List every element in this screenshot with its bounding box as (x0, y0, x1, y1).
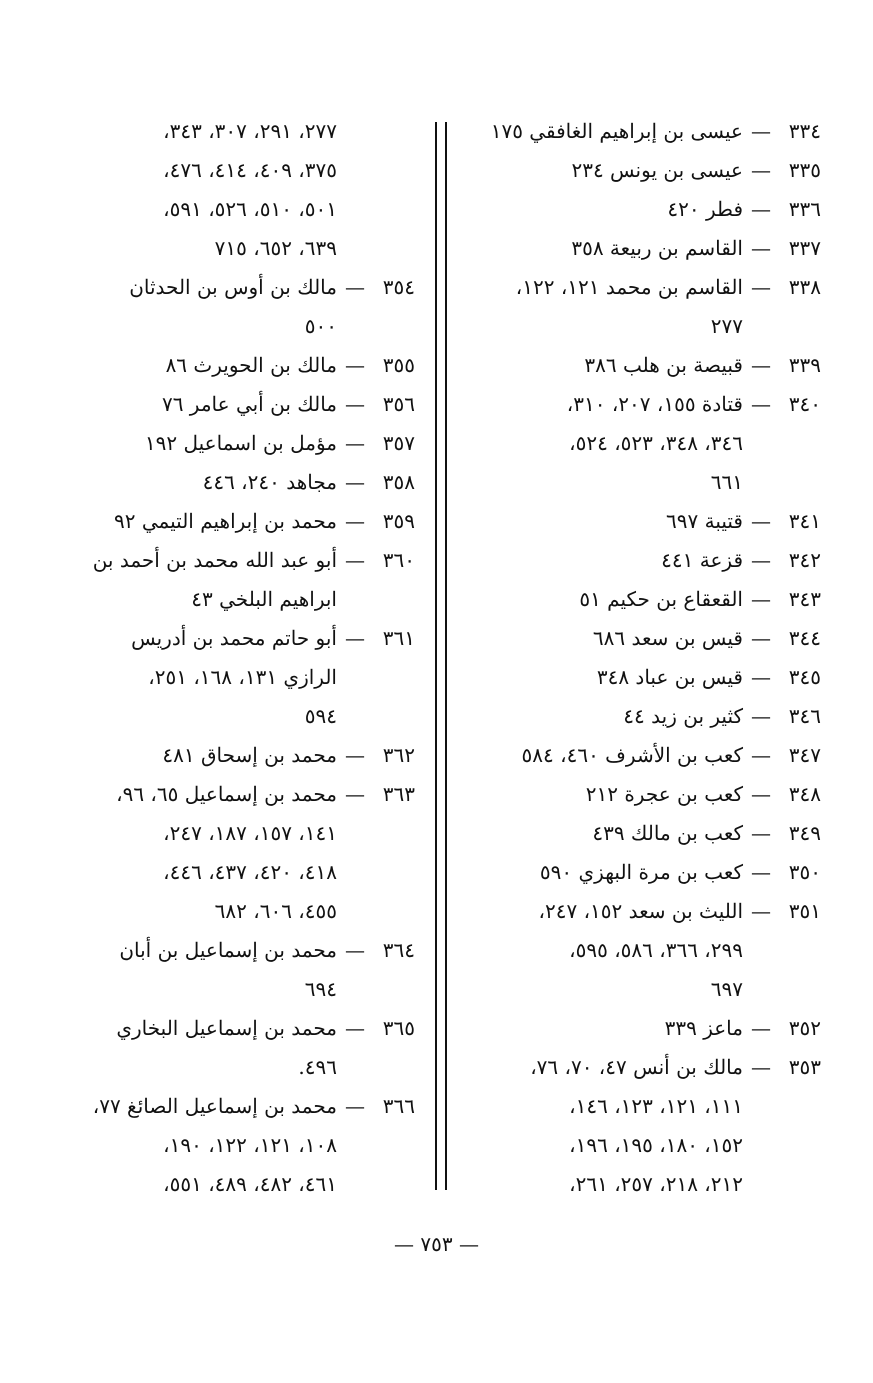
entry-text: ٤٦١، ٤٨٢، ٤٨٩، ٥٥١، (163, 1172, 337, 1196)
entry-dash: — (751, 236, 771, 260)
entry-dash: — (751, 353, 771, 377)
entry-dash: — (345, 938, 365, 962)
entry-number: ٣٤٦ (788, 704, 821, 728)
entry-text: ٤١٨، ٤٢٠، ٤٣٧، ٤٤٦، (163, 860, 337, 884)
index-entry (461, 346, 821, 385)
entry-dash: — (751, 1016, 771, 1040)
entry-number: ٣٤٤ (788, 626, 821, 650)
entry-number: ٣٥٢ (788, 1016, 821, 1040)
entry-number: ٣٦٢ (382, 743, 415, 767)
entry-text: كعب بن الأشرف ٤٦٠، ٥٨٤ (521, 743, 743, 767)
entry-number: ٣٥٥ (382, 353, 415, 377)
index-entry-continuation (461, 970, 821, 1009)
entry-text: ١٤١، ١٥٧، ١٨٧، ٢٤٧، (163, 821, 337, 845)
entry-number: ٣٤٨ (788, 782, 821, 806)
entry-text: قزعة ٤٤١ (661, 548, 743, 572)
entry-number: ٣٣٤ (788, 119, 821, 143)
entry-dash: — (345, 431, 365, 455)
entry-number: ٣٥٣ (788, 1055, 821, 1079)
index-entry (461, 1048, 821, 1087)
index-entry (461, 580, 821, 619)
entry-dash: — (345, 1016, 365, 1040)
index-entry-continuation (15, 658, 415, 697)
entry-dash: — (751, 392, 771, 416)
index-entry (15, 268, 415, 307)
entry-text: الليث بن سعد ١٥٢، ٢٤٧، (538, 899, 743, 923)
entry-number: ٣٤٠ (788, 392, 821, 416)
entry-dash: — (751, 704, 771, 728)
index-entry (461, 151, 821, 190)
index-entry (461, 268, 821, 307)
entry-text: القاسم بن ربيعة ٣٥٨ (571, 236, 743, 260)
index-entry (461, 814, 821, 853)
entry-number: ٣٦٠ (382, 548, 415, 572)
entry-text: ٢٧٧، ٢٩١، ٣٠٧، ٣٤٣، (163, 119, 337, 143)
entry-dash: — (751, 665, 771, 689)
index-entry-continuation (15, 190, 415, 229)
entry-dash: — (751, 275, 771, 299)
entry-text: عيسى بن يونس ٢٣٤ (571, 158, 743, 182)
entry-text: ٦٩٧ (710, 977, 743, 1001)
index-entry (461, 853, 821, 892)
entry-dash: — (345, 548, 365, 572)
entry-text: ٤٩٦. (298, 1055, 337, 1079)
entry-text: مالك بن الحويرث ٨٦ (165, 353, 337, 377)
entry-text: مالك بن أبي عامر ٧٦ (161, 392, 337, 416)
entry-text: ماعز ٣٣٩ (664, 1016, 743, 1040)
entry-text: ٦٩٤ (304, 977, 337, 1001)
entry-dash: — (345, 509, 365, 533)
index-entry (15, 463, 415, 502)
index-entry-continuation (15, 697, 415, 736)
index-entry (461, 541, 821, 580)
index-entry-continuation (15, 151, 415, 190)
entry-text: قيس بن عباد ٣٤٨ (596, 665, 743, 689)
index-entry (461, 658, 821, 697)
index-entry-continuation (15, 229, 415, 268)
entry-text: ٥٠١، ٥١٠، ٥٢٦، ٥٩١، (163, 197, 337, 221)
index-entry-continuation (461, 424, 821, 463)
index-entry (461, 229, 821, 268)
index-entry (15, 346, 415, 385)
entry-dash: — (345, 743, 365, 767)
entry-dash: — (345, 1094, 365, 1118)
index-entry (15, 1009, 415, 1048)
entry-number: ٣٤٥ (788, 665, 821, 689)
entry-text: مالك بن أنس ٤٧، ٧٠، ٧٦، (530, 1055, 743, 1079)
entry-number: ٣٣٨ (788, 275, 821, 299)
entry-dash: — (751, 1055, 771, 1079)
entry-text: ٢٧٧ (710, 314, 743, 338)
entry-number: ٣٥٨ (382, 470, 415, 494)
index-entry-continuation (15, 307, 415, 346)
entry-text: ٣٧٥، ٤٠٩، ٤١٤، ٤٧٦، (163, 158, 337, 182)
index-entry (461, 385, 821, 424)
entry-text: القعقاع بن حكيم ٥١ (579, 587, 743, 611)
index-entry-continuation (461, 1126, 821, 1165)
index-entry (15, 736, 415, 775)
index-entry (461, 892, 821, 931)
index-column-left (15, 112, 415, 1204)
entry-dash: — (751, 782, 771, 806)
entry-number: ٣٤٣ (788, 587, 821, 611)
index-entry (461, 775, 821, 814)
index-entry-continuation (15, 580, 415, 619)
index-entry (15, 541, 415, 580)
entry-text: عيسى بن إبراهيم الغافقي ١٧٥ (490, 119, 743, 143)
index-entry-continuation (15, 814, 415, 853)
entry-text: محمد بن إسحاق ٤٨١ (162, 743, 337, 767)
entry-text: ٢١٢، ٢١٨، ٢٥٧، ٢٦١، (569, 1172, 743, 1196)
entry-number: ٣٥٠ (788, 860, 821, 884)
entry-number: ٣٤١ (788, 509, 821, 533)
entry-text: كعب بن مالك ٤٣٩ (592, 821, 743, 845)
index-entry (15, 502, 415, 541)
index-entry-continuation (15, 1165, 415, 1204)
index-column-right (461, 112, 821, 1204)
index-entry-continuation (461, 1165, 821, 1204)
index-entry (461, 502, 821, 541)
index-entry (15, 424, 415, 463)
entry-dash: — (751, 548, 771, 572)
entry-text: ٥٠٠ (304, 314, 337, 338)
index-entry-continuation (461, 1087, 821, 1126)
entry-text: ٣٤٦، ٣٤٨، ٥٢٣، ٥٢٤، (569, 431, 743, 455)
entry-text: ٦٦١ (710, 470, 743, 494)
entry-text: ١٠٨، ١٢١، ١٢٢، ١٩٠، (163, 1133, 337, 1157)
index-entry-continuation (461, 931, 821, 970)
entry-dash: — (751, 509, 771, 533)
entry-text: محمد بن إسماعيل الصائغ ٧٧، (92, 1094, 337, 1118)
entry-dash: — (751, 587, 771, 611)
entry-number: ٣٦٦ (382, 1094, 415, 1118)
entry-text: ٢٩٩، ٣٦٦، ٥٨٦، ٥٩٥، (569, 938, 743, 962)
index-entry-continuation (15, 1048, 415, 1087)
entry-dash: — (751, 119, 771, 143)
entry-text: قتادة ١٥٥، ٢٠٧، ٣١٠، (566, 392, 743, 416)
entry-number: ٣٥٩ (382, 509, 415, 533)
entry-dash: — (751, 743, 771, 767)
entry-dash: — (751, 626, 771, 650)
index-entry (461, 112, 821, 151)
entry-text: ٤٥٥، ٦٠٦، ٦٨٢ (214, 899, 337, 923)
index-entry-continuation (15, 112, 415, 151)
entry-text: الرازي ١٣١، ١٦٨، ٢٥١، (148, 665, 337, 689)
entry-number: ٣٦٤ (382, 938, 415, 962)
entry-number: ٣٦٣ (382, 782, 415, 806)
index-entry (461, 619, 821, 658)
entry-text: قتيبة ٦٩٧ (666, 509, 743, 533)
entry-text: كعب بن مرة البهزي ٥٩٠ (539, 860, 743, 884)
entry-text: فطر ٤٢٠ (667, 197, 743, 221)
entry-number: ٣٣٩ (788, 353, 821, 377)
entry-number: ٣٤٩ (788, 821, 821, 845)
entry-dash: — (345, 626, 365, 650)
entry-dash: — (345, 353, 365, 377)
entry-text: ١١١، ١٢١، ١٢٣، ١٤٦، (569, 1094, 743, 1118)
entry-number: ٣٣٦ (788, 197, 821, 221)
entry-number: ٣٦٥ (382, 1016, 415, 1040)
entry-text: ٥٩٤ (304, 704, 337, 728)
index-entry-continuation (15, 892, 415, 931)
entry-text: محمد بن إسماعيل البخاري (116, 1016, 337, 1040)
entry-text: كثير بن زيد ٤٤ (623, 704, 743, 728)
entry-text: محمد بن إسماعيل ٦٥، ٩٦، (116, 782, 337, 806)
index-entry (15, 619, 415, 658)
entry-dash: — (751, 197, 771, 221)
entry-text: أبو عبد الله محمد بن أحمد بن (92, 548, 337, 572)
entry-dash: — (751, 860, 771, 884)
column-divider (435, 122, 447, 1190)
entry-dash: — (345, 392, 365, 416)
entry-text: ٦٣٩، ٦٥٢، ٧١٥ (214, 236, 337, 260)
entry-text: مجاهد ٢٤٠، ٤٤٦ (202, 470, 337, 494)
entry-number: ٣٣٥ (788, 158, 821, 182)
entry-text: محمد بن إبراهيم التيمي ٩٢ (114, 509, 337, 533)
index-entry (461, 697, 821, 736)
index-entry (15, 931, 415, 970)
entry-text: مالك بن أوس بن الحدثان (129, 275, 337, 299)
page-number: — ٧٥٣ — (394, 1232, 479, 1256)
index-entry (461, 736, 821, 775)
entry-text: ابراهيم البلخي ٤٣ (191, 587, 337, 611)
entry-dash: — (345, 782, 365, 806)
entry-dash: — (751, 158, 771, 182)
entry-number: ٣٦١ (382, 626, 415, 650)
entry-dash: — (345, 470, 365, 494)
entry-text: القاسم بن محمد ١٢١، ١٢٢، (515, 275, 743, 299)
index-entry (15, 385, 415, 424)
entry-text: أبو حاتم محمد بن أدريس (131, 626, 337, 650)
entry-text: مؤمل بن اسماعيل ١٩٢ (144, 431, 337, 455)
entry-number: ٣٤٧ (788, 743, 821, 767)
index-entry (15, 1087, 415, 1126)
entry-number: ٣٥١ (788, 899, 821, 923)
index-entry-continuation (15, 853, 415, 892)
entry-number: ٣٤٢ (788, 548, 821, 572)
index-entry (15, 775, 415, 814)
entry-text: قيس بن سعد ٦٨٦ (592, 626, 743, 650)
index-entry (461, 1009, 821, 1048)
entry-dash: — (345, 275, 365, 299)
entry-text: كعب بن عجرة ٢١٢ (585, 782, 743, 806)
entry-dash: — (751, 821, 771, 845)
index-entry-continuation (15, 1126, 415, 1165)
entry-text: قبيصة بن هلب ٣٨٦ (584, 353, 743, 377)
entry-number: ٣٣٧ (788, 236, 821, 260)
index-entry-continuation (461, 307, 821, 346)
entry-text: محمد بن إسماعيل بن أبان (119, 938, 337, 962)
entry-number: ٣٥٧ (382, 431, 415, 455)
index-entry-continuation (461, 463, 821, 502)
index-entry (461, 190, 821, 229)
entry-number: ٣٥٦ (382, 392, 415, 416)
entry-dash: — (751, 899, 771, 923)
entry-number: ٣٥٤ (382, 275, 415, 299)
entry-text: ١٥٢، ١٨٠، ١٩٥، ١٩٦، (569, 1133, 743, 1157)
index-entry-continuation (15, 970, 415, 1009)
